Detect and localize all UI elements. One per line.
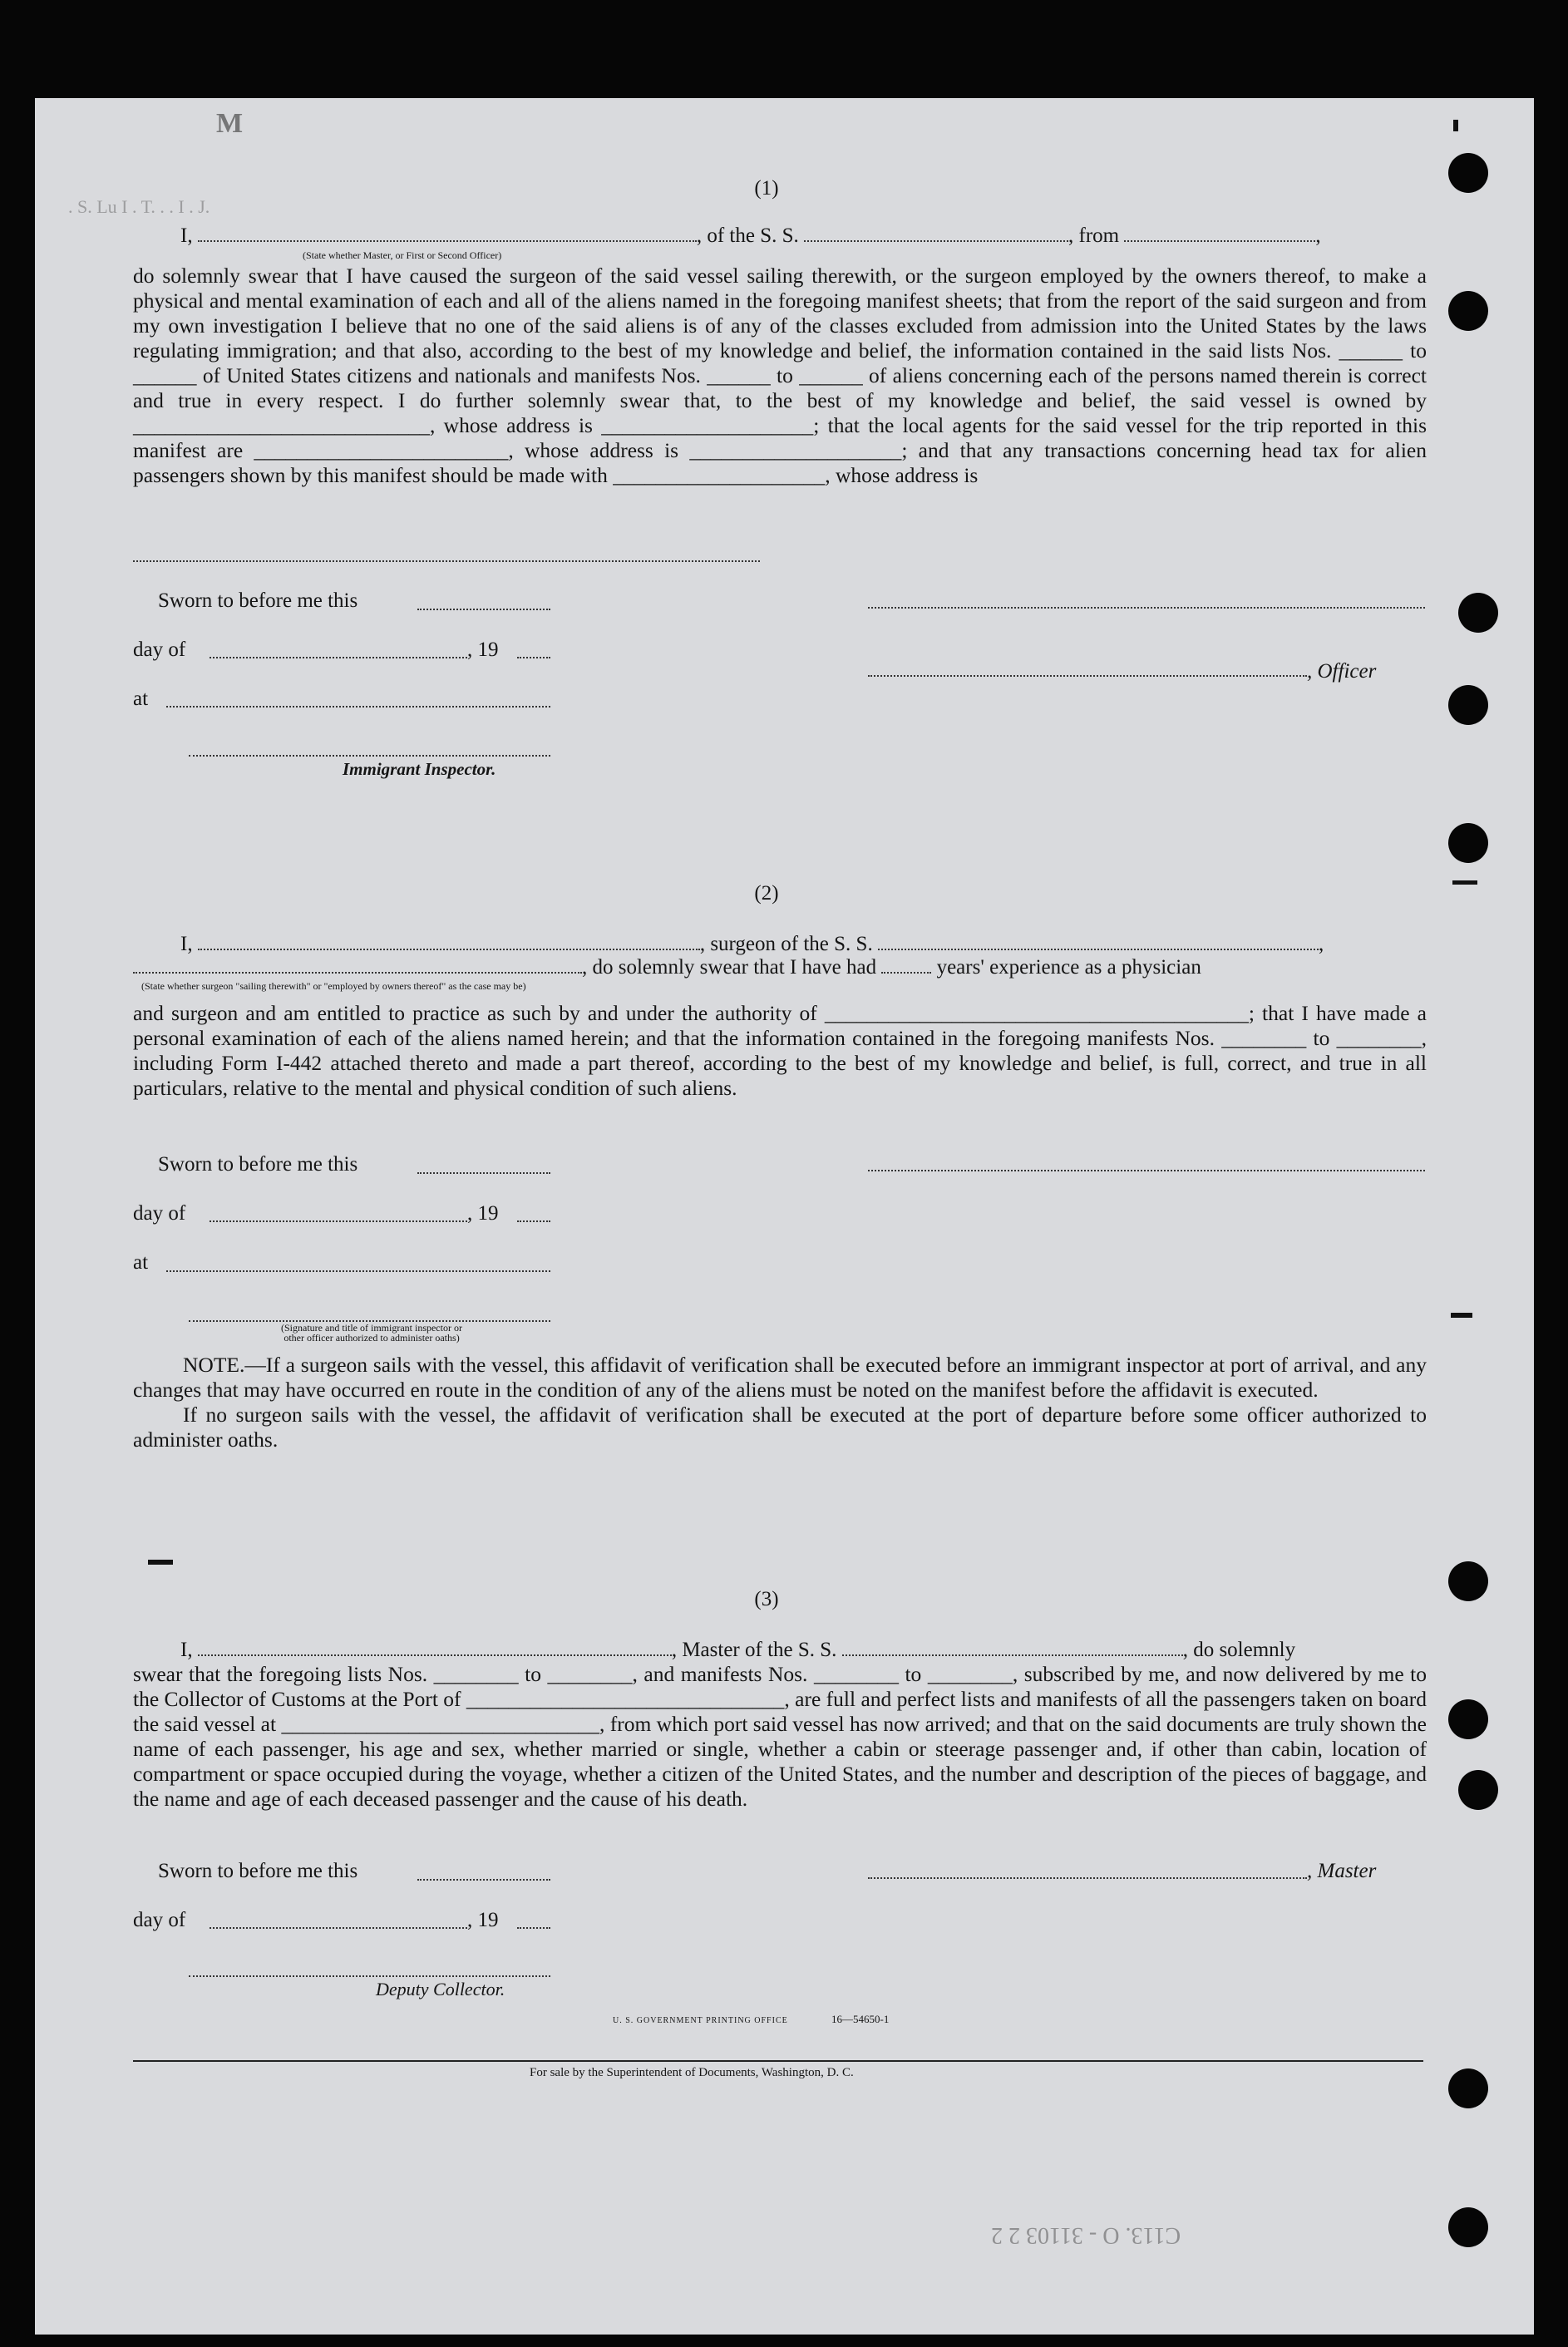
section-2-paragraph (133, 1001, 1427, 1101)
section-2-year-field (517, 1220, 550, 1222)
master-name-field (198, 1639, 672, 1656)
section-1-officer-label: , Officer (1307, 660, 1377, 683)
bleed-header-ghost: . S. Lu I . T. . . I . J. (68, 196, 210, 217)
section-2-at-field (166, 1270, 550, 1272)
punch-hole (1448, 153, 1488, 193)
section-3-year-field (517, 1927, 550, 1929)
section-2-sworn-field (417, 1172, 550, 1174)
section-2-day-of-label: day of (133, 1202, 186, 1225)
section-2-signature-note-2: other officer authorized to administer oaths) (284, 1332, 460, 1344)
section-3-vessel-field (842, 1639, 1183, 1656)
section-3-i-label: I, (180, 1639, 193, 1661)
section-3-paragraph-text: swear that the foregoing lists Nos. ________ to ________, and manifests Nos. ________ to ________, subscribed by me, and now delivered by me to the Collector of Customs at the Port of ______________________________, are full and perfect lists and manifests of all the passengers taken on board the said vessel at ______________________________, from which port said vessel has now arrived; and that on the said documents are truly shown the name of each passenger, his age and sex, whether married or single, whether a cabin or steerage passenger and, if other than cabin, location of compartment or space occupied during the voyage, whether a citizen of the United States, and the number and description of the pieces of baggage, and the name and age of each deceased passenger and the cause of his death. (133, 1662, 1427, 1811)
section-1-officer-line (868, 675, 1307, 677)
surgeon-name-field (198, 933, 700, 950)
note-text-2: If no surgeon sails with the vessel, the affidavit of verification shall be executed at the port of departure before some officer authorized to administer oaths. (133, 1403, 1427, 1452)
section-2-sworn-label: Sworn to before me this (158, 1153, 358, 1176)
section-3-master-signature-line (868, 1877, 1307, 1879)
section-2-surgeon-label: , surgeon of the S. S. (699, 933, 873, 955)
surgeon-status-note: (State whether surgeon "sailing therewith" or "employed by owners thereof" as the case may be) (141, 980, 526, 992)
punch-hole (1458, 1770, 1498, 1810)
section-1-sworn-label: Sworn to before me this (158, 589, 358, 612)
section-3-sworn-field (417, 1879, 550, 1881)
note-label: NOTE. (183, 1353, 245, 1377)
vessel-name-field (804, 224, 1068, 242)
section-2-signature-note-1: (Signature and title of immigrant inspector or (281, 1322, 462, 1334)
punch-hole (1448, 1699, 1488, 1739)
section-2-years-label: years' experience as a physician (936, 956, 1201, 979)
officer-name-field (198, 224, 697, 242)
section-3-sworn-label: Sworn to before me this (158, 1860, 358, 1882)
section-3-year-label: , 19 (467, 1909, 499, 1931)
gpo-imprint: U. S. GOVERNMENT PRINTING OFFICE (613, 2016, 788, 2025)
section-2-day-field (210, 1220, 467, 1222)
section-3-line-1 (180, 1638, 1295, 1663)
punch-hole (1448, 291, 1488, 331)
section-2-paragraph-text: and surgeon and am entitled to practice as such by and under the authority of ________________________________________; that I have made a personal examination of each of the aliens named herein; and that the information contained in the foregoing manifests Nos. ________ to ________, including Form I-442 attached thereto and made a part thereof, according to the best of my knowledge and belief, is full, correct, and true in all particulars, relative to the mental and physical condition of such aliens. (133, 1001, 1427, 1100)
punch-hole (1448, 2068, 1488, 2108)
section-1-day-field (210, 657, 467, 658)
punch-hole (1448, 1561, 1488, 1601)
section-1-number: (1) (754, 177, 779, 200)
section-2-vessel-field (878, 933, 1319, 950)
bleed-mark-top-left: M (216, 108, 244, 139)
section-1-year-label: , 19 (467, 639, 499, 661)
stray-mark (1453, 120, 1458, 131)
surgeon-status-field (133, 956, 582, 974)
section-1-at-field (166, 706, 550, 708)
section-1-year-field (517, 657, 550, 658)
form-code: 16—54650-1 (831, 2013, 890, 2025)
stray-mark (1452, 880, 1477, 885)
punch-hole (1458, 593, 1498, 633)
bleed-stamp: C113. O - 31103 2 2 (991, 2222, 1181, 2248)
section-2-i-label: I, (180, 933, 193, 955)
section-2-line-1 (180, 932, 1324, 957)
sale-notice: For sale by the Superintendent of Documents, Washington, D. C. (530, 2066, 854, 2079)
footer-rule (133, 2060, 1423, 2062)
section-2-swear-label: , do solemnly swear that I have had (582, 956, 877, 979)
officer-rank-note: (State whether Master, or First or Second Officer) (303, 249, 502, 261)
punch-hole (1448, 2207, 1488, 2247)
section-1-line-end: , (1315, 224, 1321, 247)
section-2-line-end: , (1318, 933, 1324, 955)
punch-hole (1448, 685, 1488, 725)
section-1-of-ss-label: , of the S. S. (696, 224, 799, 247)
section-3-paragraph (133, 1662, 1427, 1812)
section-1-line-1 (180, 224, 1321, 249)
section-3-number: (3) (754, 1588, 779, 1610)
departure-port-field (1124, 224, 1315, 242)
section-3-line-end: , do solemnly (1182, 1639, 1296, 1661)
section-2-line-2 (133, 955, 1201, 980)
section-3-day-field (210, 1927, 467, 1929)
punch-hole (1448, 823, 1488, 863)
section-1-address-line (133, 560, 760, 562)
section-1-i-label: I, (180, 224, 193, 247)
years-experience-field (881, 956, 931, 974)
section-2-note (133, 1353, 1427, 1452)
section-2-at-label: at (133, 1251, 149, 1274)
note-text: —If a surgeon sails with the vessel, this affidavit of verification shall be executed before an immigrant inspector at port of arrival, and any changes that may have occurred en route in the condition of any of the aliens must be noted on the manifest before the affidavit is executed. (133, 1353, 1427, 1402)
section-1-day-of-label: day of (133, 639, 186, 661)
section-1-at-label: at (133, 688, 149, 710)
stray-mark (148, 1560, 173, 1565)
section-1-from-label: , from (1068, 224, 1120, 247)
section-2-surgeon-signature-line (868, 1170, 1425, 1171)
form-page (35, 98, 1534, 2335)
section-1-officer-signature-line (868, 607, 1425, 609)
section-3-master-label: , Master of the S. S. (671, 1639, 837, 1661)
section-3-collector-label: Deputy Collector. (376, 1979, 505, 1999)
section-2-year-label: , 19 (467, 1202, 499, 1225)
stray-mark (1451, 1313, 1472, 1318)
section-1-paragraph (133, 264, 1427, 488)
section-1-inspector-label: Immigrant Inspector. (343, 759, 496, 779)
section-1-sworn-field (417, 609, 550, 610)
section-1-paragraph-text: do solemnly swear that I have caused the surgeon of the said vessel sailing therewith, or the surgeon employed by the owners thereof, to make a physical and mental examination of each and all of the aliens named in the foregoing manifest sheets; that from the report of the said surgeon and from my own investigation I believe that no one of the said aliens is of any of the classes excluded from admission into the United States by the laws regulating immigration; and that also, according to the best of my knowledge and belief, the information contained in the said lists Nos. ______ to ______ of United States citizens and nationals and manifests Nos. ______ to ______ of aliens concerning each of the persons named therein is correct and true in every respect. I do further solemnly swear that, to the best of my knowledge and belief, the said vessel is owned by ____________________________, whose address is ____________________; that the local agents for the said vessel for the trip reported in this manifest are ________________________, whose address is ____________________; and that any transactions concerning head tax for alien passengers shown by this manifest should be made with ____________________, whose address is (133, 264, 1427, 487)
section-2-number: (2) (754, 882, 779, 905)
section-3-master-label: , Master (1307, 1860, 1377, 1882)
section-3-day-of-label: day of (133, 1909, 186, 1931)
